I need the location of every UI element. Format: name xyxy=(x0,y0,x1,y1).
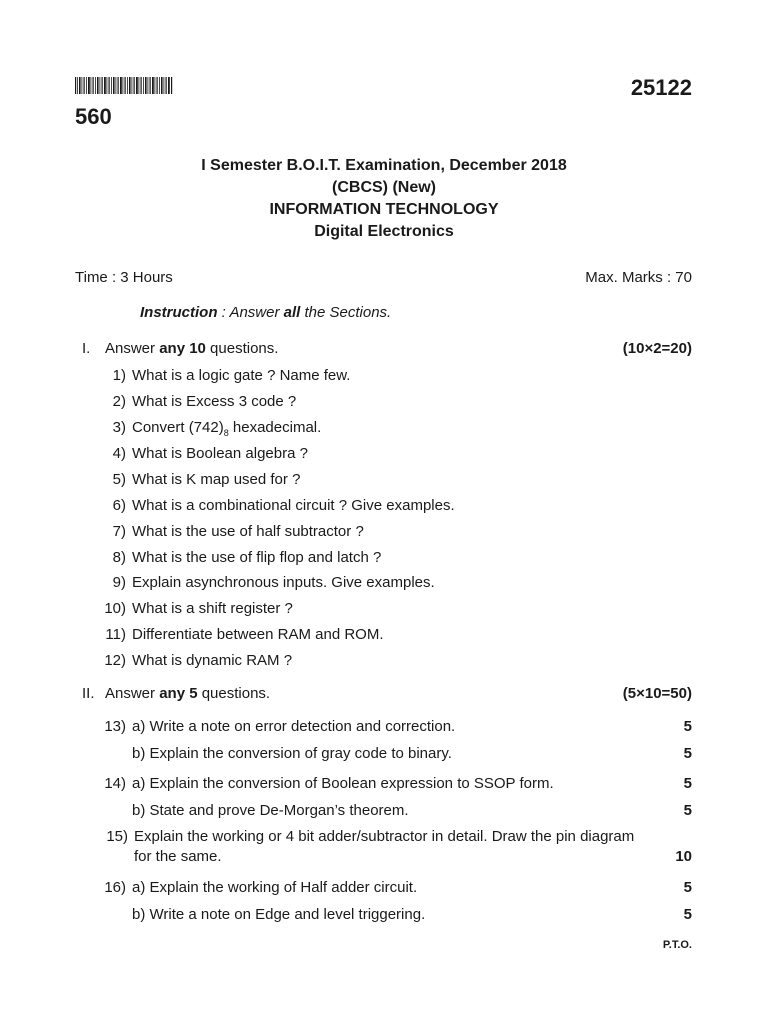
exam-title-line-1: I Semester B.O.I.T. Examination, December 2018 xyxy=(201,157,567,174)
question-marks: 5 xyxy=(683,775,692,792)
section-2-suffix: questions. xyxy=(197,685,271,702)
question-marks: 5 xyxy=(683,718,692,735)
question-marks: 5 xyxy=(683,745,692,762)
question-marks: 10 xyxy=(675,848,692,865)
question-text xyxy=(132,418,321,443)
section-1-number: I. xyxy=(82,340,91,357)
question-text: a) Explain the conversion of Boolean expression to SSOP form. xyxy=(132,775,554,792)
question-number: 1) xyxy=(112,367,126,384)
question-number: 8) xyxy=(112,549,126,566)
section-2-number: II. xyxy=(82,685,95,702)
max-marks: Max. Marks : 70 xyxy=(585,269,692,286)
question-number: 5) xyxy=(112,471,126,488)
base-subscript: 8 xyxy=(223,428,229,438)
section-2-prefix: Answer xyxy=(105,685,160,702)
question-number: 2) xyxy=(112,393,126,410)
question-text: What is dynamic RAM ? xyxy=(132,652,293,669)
question-text-line-1: Explain the working or 4 bit adder/subtractor in detail. Draw the pin diagram xyxy=(134,828,635,845)
question-marks: 5 xyxy=(683,802,692,819)
question-text: What is Boolean algebra ? xyxy=(132,445,308,462)
question-text-line-2: for the same. xyxy=(134,848,222,865)
question-number: 3) xyxy=(112,419,126,436)
instruction-rest: the Sections. xyxy=(300,304,392,321)
section-1-marks: (10×2=20) xyxy=(622,340,692,357)
section-2-emphasis: any 5 xyxy=(159,685,198,702)
question-number: 14) xyxy=(104,775,126,792)
barcode xyxy=(75,77,173,94)
section-2-text xyxy=(105,685,270,702)
question-number: 16) xyxy=(104,879,126,896)
section-1-suffix: questions. xyxy=(205,340,279,357)
question-text: b) State and prove De-Morgan’s theorem. xyxy=(132,802,409,819)
question-text: What is a shift register ? xyxy=(132,600,293,617)
question-text: What is the use of flip flop and latch ? xyxy=(132,549,382,566)
question-text: What is Excess 3 code ? xyxy=(132,393,297,410)
question-text-post: hexadecimal. xyxy=(228,419,322,436)
instruction-sep: : Answer xyxy=(217,304,284,321)
question-number: 4) xyxy=(112,445,126,462)
question-text: What is a logic gate ? Name few. xyxy=(132,367,351,384)
paper-code: 560 xyxy=(75,104,112,129)
question-text: What is K map used for ? xyxy=(132,471,301,488)
section-1-emphasis: any 10 xyxy=(159,340,206,357)
instruction-label: Instruction xyxy=(140,304,218,321)
question-marks: 5 xyxy=(683,906,692,923)
question-number: 11) xyxy=(105,626,126,643)
question-number: 7) xyxy=(112,523,126,540)
exam-title-line-4: Digital Electronics xyxy=(314,223,454,240)
question-text: What is the use of half subtractor ? xyxy=(132,523,364,540)
exam-title xyxy=(0,155,768,243)
question-number: 9) xyxy=(112,574,126,591)
section-2-marks: (5×10=50) xyxy=(622,685,692,702)
question-number: 6) xyxy=(112,497,126,514)
instruction-emphasis: all xyxy=(283,304,301,321)
question-text: b) Write a note on Edge and level triggering. xyxy=(132,906,426,923)
section-1-heading xyxy=(0,340,768,360)
question-number: 12) xyxy=(104,652,126,669)
section-1-prefix: Answer xyxy=(105,340,160,357)
exam-title-line-2: (CBCS) (New) xyxy=(332,179,436,196)
exam-duration: Time : 3 Hours xyxy=(75,269,173,286)
exam-code: 25122 xyxy=(630,75,692,100)
question-text: What is a combinational circuit ? Give examples. xyxy=(132,497,455,514)
exam-title-line-3: INFORMATION TECHNOLOGY xyxy=(269,201,499,218)
section-1-text xyxy=(105,340,278,357)
question-number: 10) xyxy=(104,600,126,617)
question-text: a) Explain the working of Half adder circuit. xyxy=(132,879,418,896)
question-text: Differentiate between RAM and ROM. xyxy=(132,626,384,643)
question-text: b) Explain the conversion of gray code to binary. xyxy=(132,745,452,762)
question-number: 15) xyxy=(106,828,128,845)
question-number: 13) xyxy=(104,718,126,735)
section-2-heading xyxy=(0,685,768,705)
please-turn-over: P.T.O. xyxy=(662,939,692,951)
question-text: Explain asynchronous inputs. Give examples. xyxy=(132,574,435,591)
question-text-pre: Convert (742) xyxy=(132,419,224,436)
instruction xyxy=(140,304,391,321)
question-marks: 5 xyxy=(683,879,692,896)
question-text: a) Write a note on error detection and correction. xyxy=(132,718,456,735)
